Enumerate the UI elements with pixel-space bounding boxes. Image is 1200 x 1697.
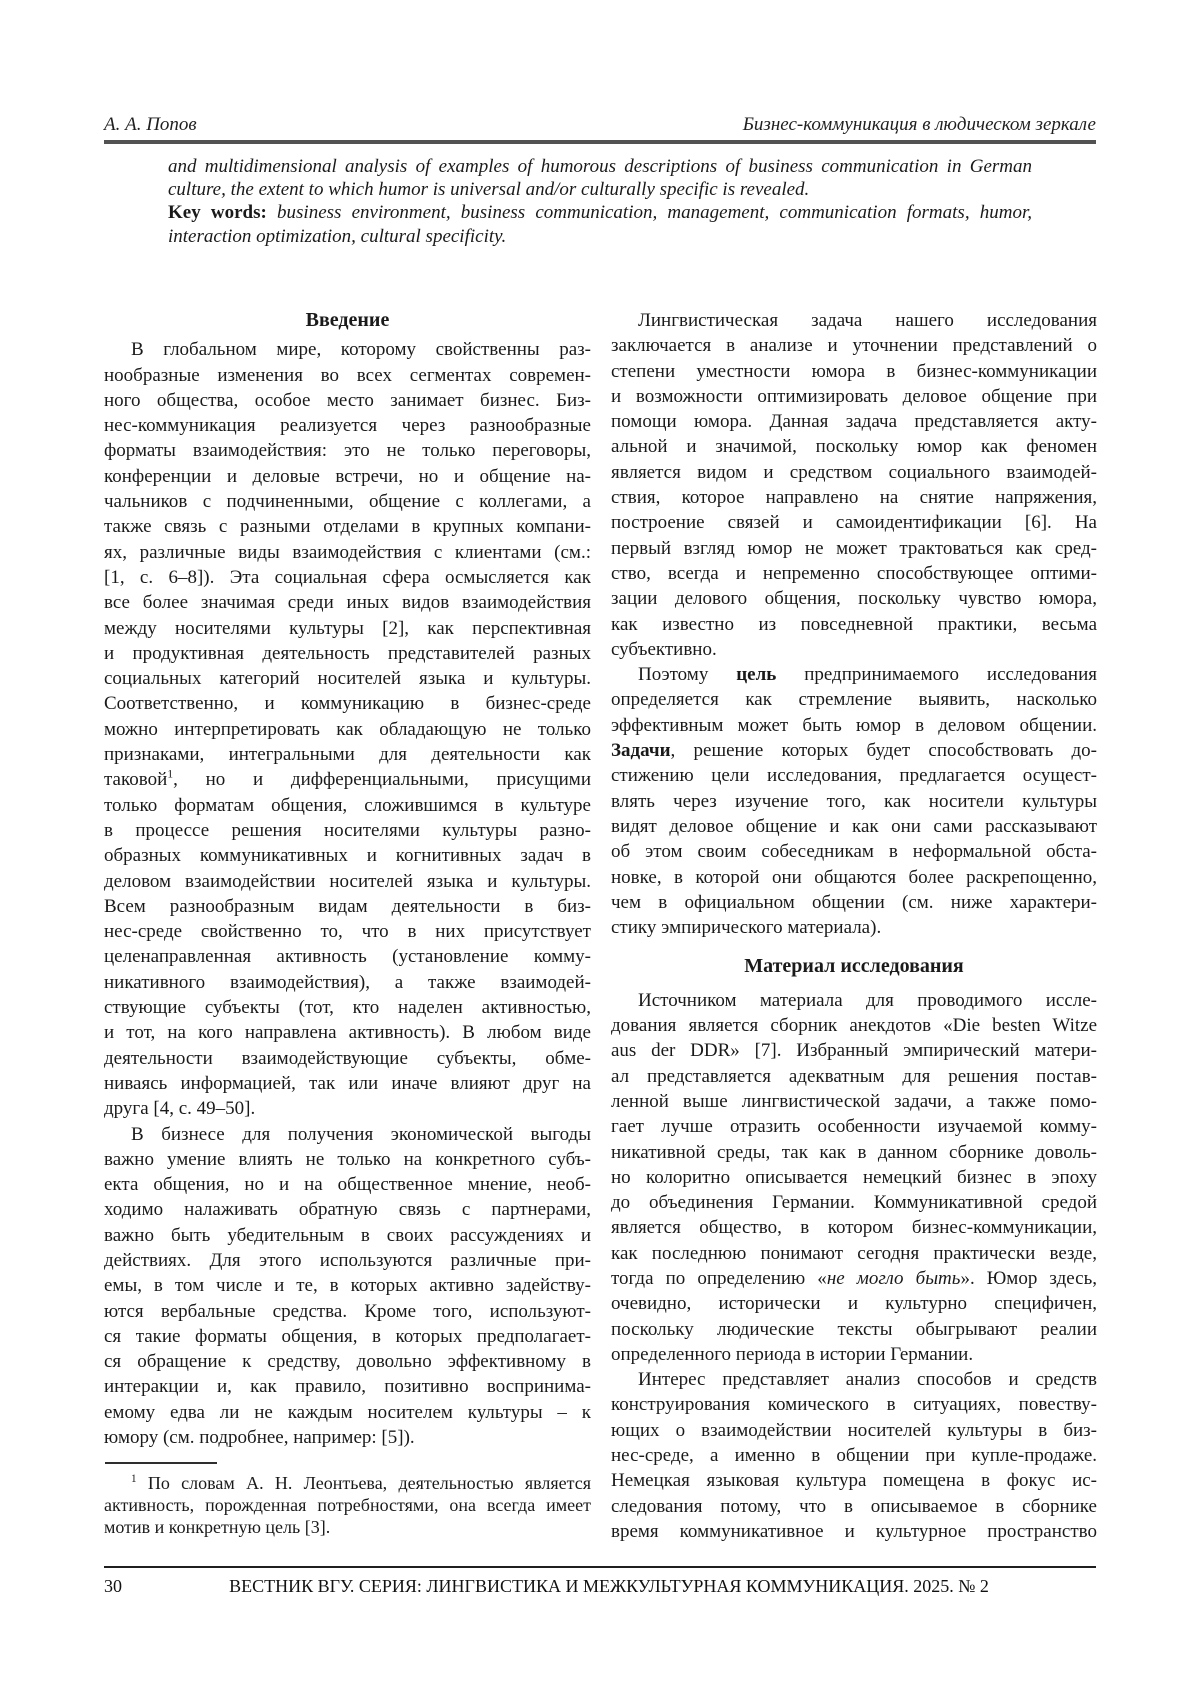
text-line: culture, the extent to which humor is universal and/or culturally specific is revealed. xyxy=(168,179,810,201)
running-head xyxy=(104,114,1096,136)
text-line: В глобальном мире, которому свойственны раз- xyxy=(131,339,591,361)
text-line: нообразные изменения во всех сегментах современ- xyxy=(104,364,591,386)
text-line: также связь с разными отделами в крупных компани- xyxy=(104,516,591,538)
text-line: образных коммуникативных и когнитивных задач в xyxy=(104,845,591,867)
text-line: друга [4, с. 49–50]. xyxy=(104,1098,256,1120)
text-line: и возможности оптимизировать деловое общение при xyxy=(611,385,1097,407)
text-line: деловом взаимодействии носителей языка и культуры. xyxy=(104,870,591,892)
text-line: об этом своим собеседникам в неформальной обста- xyxy=(611,841,1097,863)
text-line: юмору (см. подробнее, например: [5]). xyxy=(104,1427,415,1449)
text-line: в процессе решения носителями культуры разно- xyxy=(104,819,591,841)
text-line: интеракции и, как правило, позитивно воспринима- xyxy=(104,1376,591,1398)
text-line: емому едва ли не каждым носителем культуры – к xyxy=(104,1401,591,1423)
text-line: стижению цели исследования, предлагается осущест- xyxy=(611,765,1097,787)
text-line: ходимо налаживать обратную связь с партнерами, xyxy=(104,1199,591,1221)
text-line: все более значимая среди иных видов взаимодействия xyxy=(104,592,591,614)
text-line: ющих о взаимодействии носителей культуры в биз- xyxy=(611,1419,1097,1441)
text-line: конференции и деловые встречи, но и общение на- xyxy=(104,465,591,487)
text-line: является общество, в котором бизнес-коммуникации, xyxy=(611,1217,1097,1239)
text-line: емы, в том числе и те, в которых активно задейству- xyxy=(104,1275,591,1297)
text-line: является видом и средством социального взаимодей- xyxy=(611,461,1097,483)
text-line: чем в официальном общении (см. ниже характери- xyxy=(611,891,1097,913)
text-line: дования является сборник анекдотов «Die besten Witze xyxy=(611,1015,1097,1037)
text-line: никативной среды, так как в данном сборнике доволь- xyxy=(611,1141,1097,1163)
text-line: гает лучше отразить особенности изучаемой комму- xyxy=(611,1116,1097,1138)
text-line: зации делового общения, поскольку чувство юмора, xyxy=(611,588,1097,610)
text-line: первый взгляд юмор не может трактоваться как сред- xyxy=(611,537,1097,559)
text-line: форматы взаимодействия: это не только переговоры, xyxy=(104,440,591,462)
text-line: and multidimensional analysis of examples of humorous descriptions of business communication in German xyxy=(168,156,1032,177)
text-line: нес-коммуникация реализуется через разнообразные xyxy=(104,415,591,437)
text-line: Немецкая языковая культура помещена в фокус ис- xyxy=(611,1470,1097,1492)
text-line: Задачи, решение которых будет способствовать до- xyxy=(611,740,1097,762)
text-line: как известно из повседневной практики, весьма xyxy=(611,613,1097,635)
text-line: нес-среде свойственно то, что в них присутствует xyxy=(104,921,591,943)
text-line: до объединения Германии. Коммуникативной средой xyxy=(611,1192,1097,1214)
text-line: екта общения, но и на общественное мнение, необ- xyxy=(104,1174,591,1196)
text-line: эффективным может быть юмор в деловом общении. xyxy=(611,714,1097,736)
text-line: только форматам общения, сложившимся в культуре xyxy=(104,794,591,816)
abstract-block xyxy=(168,155,1032,248)
text-line: действиях. Для этого используются различные при- xyxy=(104,1249,591,1271)
footnote-text xyxy=(104,1472,591,1538)
text-line: поскольку людические тексты обыгрывают реалии xyxy=(611,1318,1097,1340)
text-line: степени уместности юмора в бизнес-коммуникации xyxy=(611,360,1097,382)
text-line: [1, с. 6–8]). Эта социальная сфера осмысляется как xyxy=(104,566,591,588)
text-line: видят деловое общение и как они сами рассказывают xyxy=(611,815,1097,837)
text-line: субъективно. xyxy=(611,638,717,660)
text-line: как последнюю понимают сегодня практически везде, xyxy=(611,1242,1097,1264)
text-line: interaction optimization, cultural specificity. xyxy=(168,225,507,247)
right-column-text-2 xyxy=(611,988,1097,1545)
text-line: таковой$^1$, но и дифференциальными, присущими xyxy=(104,768,591,791)
text-line: и продуктивная деятельность представителей разных xyxy=(104,642,591,664)
text-line: мотив и конкретную цель [3]. xyxy=(104,1517,331,1538)
journal-line: ВЕСТНИК ВГУ. СЕРИЯ: ЛИНГВИСТИКА И МЕЖКУЛЬТУРНАЯ КОММУНИКАЦИЯ. 2025. № 2 xyxy=(229,1576,989,1596)
text-line: определяется как стремление выявить, насколько xyxy=(611,689,1097,711)
text-line: признаками, интегральными для деятельности как xyxy=(104,744,591,766)
text-line: ного общества, особое место занимает бизнес. Биз- xyxy=(104,389,591,411)
text-line: целенаправленная активность (установление комму- xyxy=(104,946,591,968)
text-line: чальников с подчиненными, общение с коллегами, а xyxy=(104,491,591,513)
text-line: Всем разнообразным видам деятельности в биз- xyxy=(104,895,591,917)
text-line: ленной выше лингвистической задачи, а также помо- xyxy=(611,1090,1097,1112)
right-column-text-1 xyxy=(611,308,1097,940)
header-rule xyxy=(104,140,1096,144)
text-line: Поэтому цель предпринимаемого исследования xyxy=(638,664,1097,686)
text-line: ал представляется адекватным для решения постав- xyxy=(611,1065,1097,1087)
text-line: альной и значимой, поскольку юмор как феномен xyxy=(611,436,1097,458)
text-line: Источником материала для проводимого иссле- xyxy=(638,989,1097,1011)
text-line: нес-среде, а именно в общении при купле-продаже. xyxy=(611,1445,1097,1467)
text-line: и тот, на кого направлена активность). В любом виде xyxy=(104,1022,591,1044)
text-line: можно интерпретировать как обладающую не только xyxy=(104,718,591,740)
text-line: время коммуникативное и культурное пространство xyxy=(611,1520,1097,1542)
footer-rule xyxy=(104,1566,1096,1568)
text-line: ся обращение к средству, довольно эффективному в xyxy=(104,1351,591,1373)
text-line: активность, порожденная потребностями, она всегда имеет xyxy=(104,1495,591,1516)
text-line: Интерес представляет анализ способов и средств xyxy=(638,1369,1097,1391)
text-line: влять через изучение того, как носители культуры xyxy=(611,790,1097,812)
text-line: важно быть убедительным в своих рассуждениях и xyxy=(104,1224,591,1246)
text-line: никативного взаимодействия), а также взаимодей- xyxy=(104,971,591,993)
text-line: ствия, которое направлено на снятие напряжения, xyxy=(611,487,1097,509)
text-line: новке, в которой они общаются более раскрепощенно, xyxy=(611,866,1097,888)
text-line: aus der DDR» [7]. Избранный эмпирический матери- xyxy=(611,1040,1097,1062)
text-line: построение связей и самоидентификации [6]. На xyxy=(611,512,1097,534)
text-line: заключается в анализе и уточнении представлений о xyxy=(611,335,1097,357)
text-line: ниваясь информацией, так или иначе влияют друг на xyxy=(104,1072,591,1094)
text-line: ях, различные виды взаимодействия с клиентами (см.: xyxy=(104,541,591,563)
footnote-rule xyxy=(105,1462,217,1464)
section-heading-introduction: Введение xyxy=(305,309,390,331)
text-line: тогда по определению «не могло быть». Юмор здесь, xyxy=(611,1267,1097,1289)
text-line: В бизнесе для получения экономической выгоды xyxy=(131,1123,591,1145)
running-head-author: А. А. Попов xyxy=(104,114,197,135)
page-number: 30 xyxy=(104,1576,122,1596)
section-heading-material: Материал исследования xyxy=(744,955,964,978)
text-line: ся такие форматы общения, в которых предполагает- xyxy=(104,1325,591,1347)
text-line: Key words: business environment, business communication, management, communication formats, humor, xyxy=(168,202,1032,224)
footer xyxy=(104,1575,1096,1597)
text-line: Лингвистическая задача нашего исследования xyxy=(638,310,1097,331)
running-head-title: Бизнес-коммуникация в людическом зеркале xyxy=(742,114,1096,135)
text-line: Соответственно, и коммуникацию в бизнес-среде xyxy=(104,693,591,715)
left-column-text xyxy=(104,337,591,1450)
text-line: важно умение влиять не только на конкретного субъ- xyxy=(104,1148,591,1170)
text-line: деятельности взаимодействующие субъекты, обме- xyxy=(104,1047,591,1069)
text-line: определенного периода в истории Германии. xyxy=(611,1343,974,1365)
text-line: между носителями культуры [2], как перспективная xyxy=(104,617,591,639)
text-line: помощи юмора. Данная задача представляется акту- xyxy=(611,411,1097,433)
text-line: ются вербальные средства. Кроме того, используют- xyxy=(104,1300,591,1322)
text-line: ство, всегда и непременно способствующее оптими- xyxy=(611,562,1097,584)
text-line: очевидно, исторически и культурно специфичен, xyxy=(611,1293,1097,1315)
footnote xyxy=(104,1462,591,1538)
text-line: социальных категорий носителей языка и культуры. xyxy=(104,668,591,690)
text-line: следования потому, что в описываемое в сборнике xyxy=(611,1495,1097,1517)
text-line: $^1$ По словам А. Н. Леонтьева, деятельностью является xyxy=(131,1473,591,1494)
text-line: ствующие субъекты (тот, кто наделен активностью, xyxy=(104,997,591,1019)
right-column xyxy=(611,308,1097,1544)
text-line: но колоритно описывается немецкий бизнес в эпоху xyxy=(611,1166,1097,1188)
text-line: конструирования комического в ситуациях, повеству- xyxy=(611,1394,1097,1416)
text-line: стику эмпирического материала). xyxy=(611,917,882,939)
left-column xyxy=(104,308,591,1538)
